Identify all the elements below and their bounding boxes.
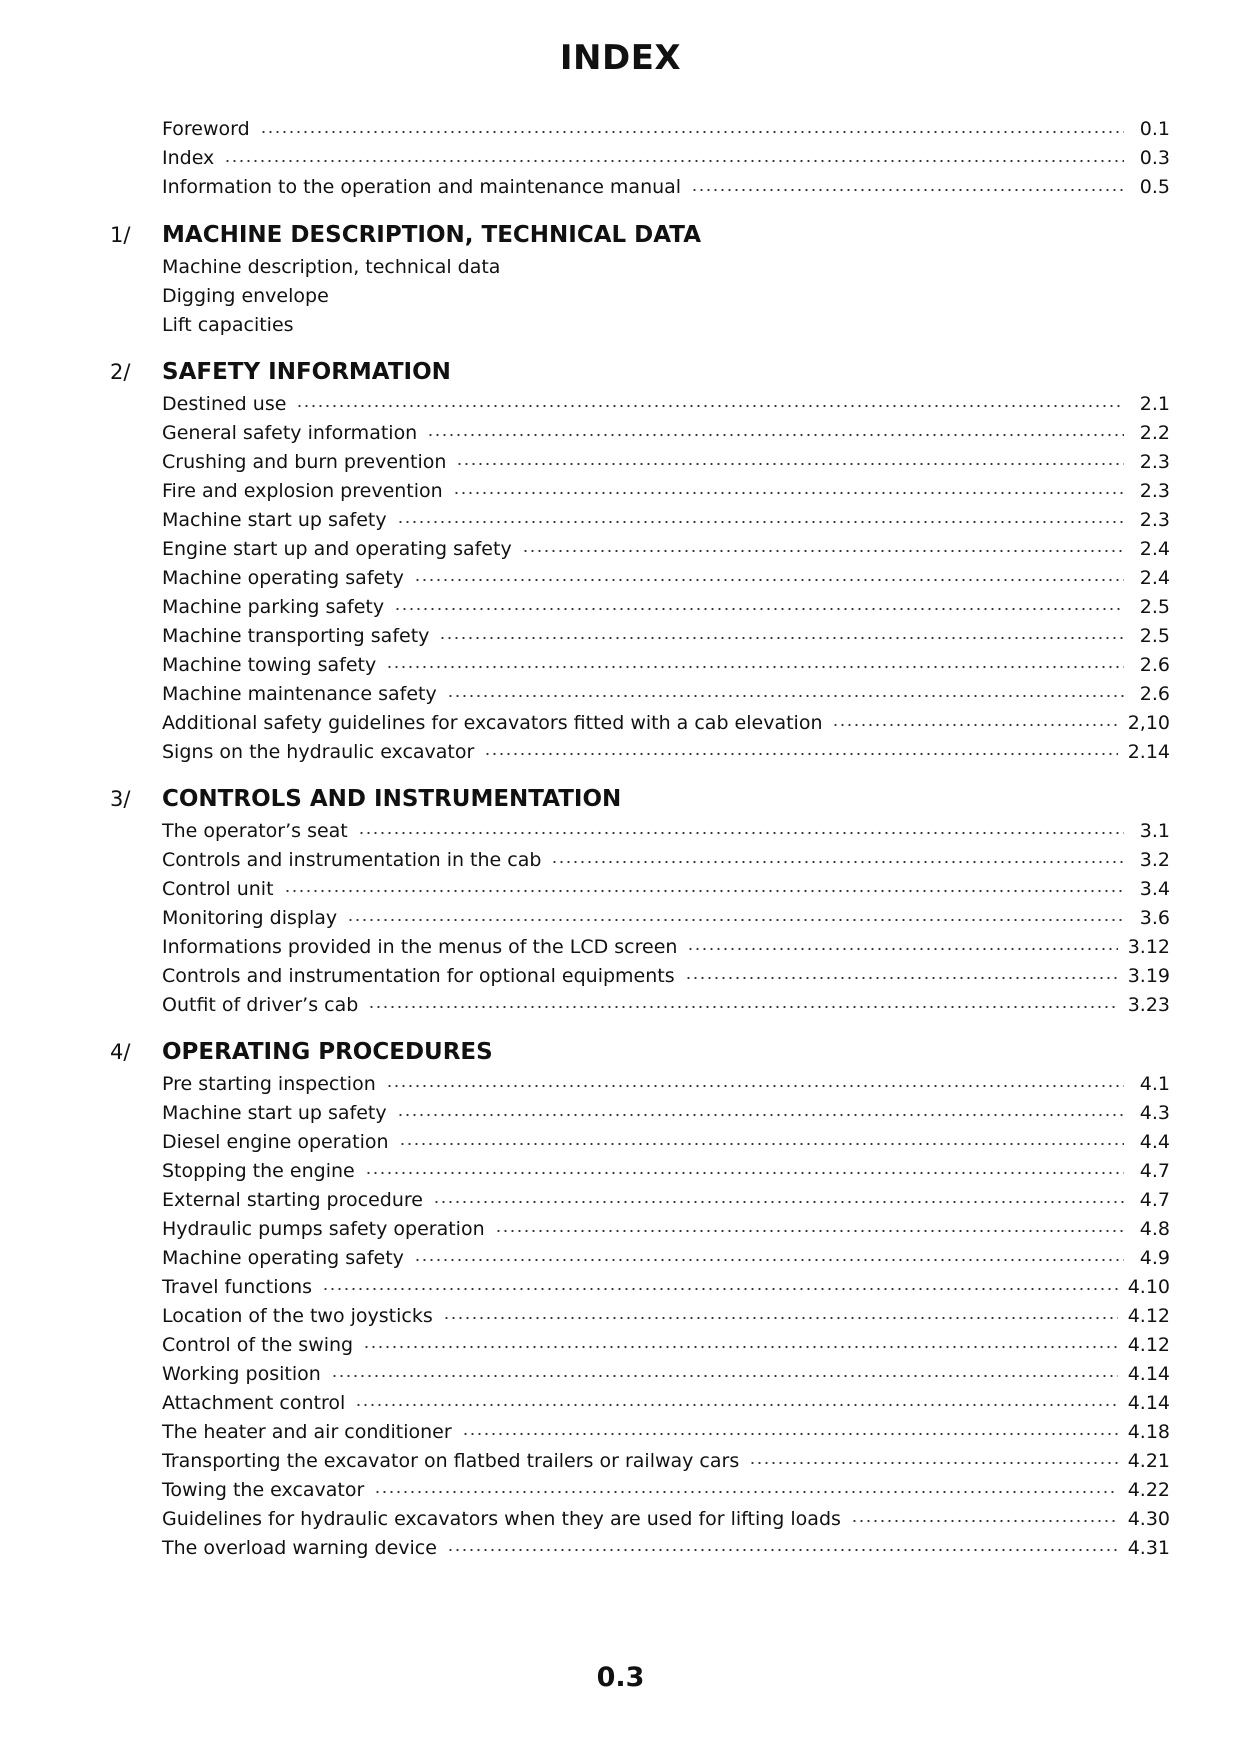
entry-title: Index	[162, 147, 215, 170]
entry-title: Transporting the excavator on flatbed trailers or railway cars	[162, 1449, 740, 1472]
dot-leader	[439, 625, 1124, 642]
entry-title: Machine towing safety	[162, 653, 377, 676]
entry-title: Monitoring display	[162, 906, 338, 929]
section-heading	[110, 359, 1170, 393]
entry-page-number: 2.4	[1139, 566, 1170, 589]
dot-leader	[691, 176, 1124, 193]
entry-page-number: 3.1	[1139, 819, 1170, 842]
dot-leader	[462, 1421, 1118, 1438]
entry-title: External starting procedure	[162, 1188, 423, 1211]
entry-title: Travel functions	[162, 1275, 313, 1298]
dot-leader	[386, 1073, 1124, 1090]
entry-page-number: 4.7	[1139, 1188, 1170, 1211]
dot-leader	[386, 654, 1124, 671]
page-title: INDEX	[559, 38, 682, 78]
index-entry	[162, 712, 1170, 741]
index-entry	[162, 176, 1170, 205]
entry-title: Working position	[162, 1362, 321, 1385]
entry-page-number: 2.5	[1139, 624, 1170, 647]
entry-title: Engine start up and operating safety	[162, 537, 512, 560]
entry-page-number: 4.10	[1127, 1275, 1170, 1298]
dot-leader	[443, 1305, 1118, 1322]
dot-leader	[331, 1363, 1118, 1380]
entry-title: The overload warning device	[162, 1536, 437, 1559]
entry-title: Machine description, technical data	[162, 255, 501, 278]
index-entry	[162, 741, 1170, 770]
dot-leader	[394, 596, 1124, 613]
entry-page-number: 4.7	[1139, 1159, 1170, 1182]
entry-title: Attachment control	[162, 1391, 346, 1414]
entry-page-number: 4.12	[1127, 1333, 1170, 1356]
entry-page-number: 4.14	[1127, 1391, 1170, 1414]
entry-page-number: 4.21	[1127, 1449, 1170, 1472]
entry-title: Machine maintenance safety	[162, 682, 437, 705]
entry-title: Foreword	[162, 118, 250, 141]
dot-leader	[322, 1276, 1118, 1293]
entry-title: The heater and air conditioner	[162, 1420, 452, 1443]
dot-leader	[355, 1392, 1117, 1409]
section-heading	[110, 222, 1170, 256]
index-entry	[162, 936, 1170, 965]
entry-page-number: 4.18	[1127, 1420, 1170, 1443]
dot-leader	[368, 994, 1117, 1011]
dot-leader	[433, 1189, 1124, 1206]
section-title: SAFETY INFORMATION	[162, 358, 451, 385]
index-entry	[162, 1102, 1170, 1131]
entry-title: Machine operating safety	[162, 566, 404, 589]
index-entry	[162, 1479, 1170, 1508]
dot-leader	[453, 480, 1124, 497]
index-entry	[162, 509, 1170, 538]
dot-leader	[363, 1334, 1118, 1351]
entry-page-number: 2.3	[1139, 508, 1170, 531]
entry-title: The operator’s seat	[162, 819, 348, 842]
entry-page-number: 4.22	[1127, 1478, 1170, 1501]
index-entry	[162, 1189, 1170, 1218]
entry-title: Digging envelope	[162, 284, 329, 307]
dot-leader	[495, 1218, 1124, 1235]
index-entry	[162, 1392, 1170, 1421]
dot-leader	[358, 820, 1124, 837]
entry-title: Controls and instrumentation in the cab	[162, 848, 542, 871]
index-entry	[162, 1073, 1170, 1102]
index-entry	[162, 256, 1170, 285]
entry-title: Additional safety guidelines for excavators fitted with a cab elevation	[162, 711, 823, 734]
entry-page-number: 0.3	[1139, 147, 1170, 170]
index-entry	[162, 1218, 1170, 1247]
entry-page-number: 3.2	[1139, 848, 1170, 871]
index-entry	[162, 965, 1170, 994]
dot-leader	[456, 451, 1124, 468]
index-entry	[162, 1421, 1170, 1450]
dot-leader	[685, 965, 1118, 982]
index-entry	[162, 285, 1170, 314]
index-entry	[162, 538, 1170, 567]
entry-title: Fire and explosion prevention	[162, 479, 443, 502]
dot-leader	[224, 147, 1124, 164]
entry-page-number: 0.5	[1139, 176, 1170, 199]
dot-leader	[374, 1479, 1117, 1496]
index-entry	[162, 567, 1170, 596]
entry-page-number: 2.6	[1139, 682, 1170, 705]
entry-page-number: 2.14	[1127, 740, 1170, 763]
index-entry	[162, 1508, 1170, 1537]
index-entry	[162, 683, 1170, 712]
section-entries	[162, 1073, 1170, 1566]
dot-leader	[687, 936, 1117, 953]
entry-page-number: 4.30	[1127, 1507, 1170, 1530]
dot-leader	[347, 907, 1124, 924]
entry-page-number: 2,10	[1127, 711, 1170, 734]
section-entries	[162, 820, 1170, 1023]
entry-title: Signs on the hydraulic excavator	[162, 740, 475, 763]
entry-page-number: 2.1	[1139, 392, 1170, 415]
entry-title: Location of the two joysticks	[162, 1304, 433, 1327]
index-entry	[162, 994, 1170, 1023]
index-section	[110, 1039, 1170, 1566]
entry-page-number: 0.1	[1139, 118, 1170, 141]
dot-leader	[365, 1160, 1124, 1177]
section-title: MACHINE DESCRIPTION, TECHNICAL DATA	[162, 221, 701, 248]
entry-title: Guidelines for hydraulic excavators when they are used for lifting loads	[162, 1507, 841, 1530]
entry-title: Machine parking safety	[162, 595, 385, 618]
entry-title: General safety information	[162, 421, 418, 444]
entry-page-number: 4.3	[1139, 1101, 1170, 1124]
index-section	[110, 222, 1170, 343]
entry-title: Machine start up safety	[162, 508, 387, 531]
dot-leader	[551, 849, 1124, 866]
intro-entries	[162, 118, 1170, 206]
entry-title: Information to the operation and maintenance manual	[162, 176, 682, 199]
entry-title: Machine operating safety	[162, 1246, 404, 1269]
index-entry	[162, 1276, 1170, 1305]
entry-title: Machine start up safety	[162, 1101, 387, 1124]
entry-title: Towing the excavator	[162, 1478, 365, 1501]
index-entry	[162, 878, 1170, 907]
index-entry	[162, 451, 1170, 480]
entry-title: Destined use	[162, 392, 287, 415]
entry-page-number: 3.6	[1139, 906, 1170, 929]
entry-title: Informations provided in the menus of the LCD screen	[162, 935, 678, 958]
entry-title: Lift capacities	[162, 313, 294, 336]
entry-page-number: 2.6	[1139, 653, 1170, 676]
index-entry	[162, 393, 1170, 422]
index-entry	[162, 1537, 1170, 1566]
section-title: OPERATING PROCEDURES	[162, 1038, 493, 1065]
footer-page-number: 0.3	[596, 1662, 645, 1693]
index-entry	[162, 1247, 1170, 1276]
section-title: CONTROLS AND INSTRUMENTATION	[162, 785, 622, 812]
index-entry	[162, 314, 1170, 343]
section-entries	[162, 256, 1170, 343]
dot-leader	[414, 1247, 1124, 1264]
dot-leader	[414, 567, 1124, 584]
index-entry	[162, 1305, 1170, 1334]
dot-leader	[749, 1450, 1117, 1467]
index-entry	[162, 625, 1170, 654]
section-number: 3/	[110, 786, 131, 811]
entry-page-number: 3.23	[1127, 993, 1170, 1016]
section-heading	[110, 1039, 1170, 1073]
index-entry	[162, 596, 1170, 625]
index-entry	[162, 907, 1170, 936]
index-entry	[162, 480, 1170, 509]
entry-page-number: 4.4	[1139, 1130, 1170, 1153]
dot-leader	[447, 683, 1124, 700]
entry-page-number: 4.12	[1127, 1304, 1170, 1327]
dot-leader	[296, 393, 1124, 410]
entry-page-number: 2.5	[1139, 595, 1170, 618]
entry-title: Crushing and burn prevention	[162, 450, 447, 473]
entry-page-number: 2.3	[1139, 450, 1170, 473]
index-entry	[162, 820, 1170, 849]
dot-leader	[832, 712, 1117, 729]
section-number: 2/	[110, 359, 131, 384]
entry-page-number: 3.12	[1127, 935, 1170, 958]
section-heading	[110, 786, 1170, 820]
entry-title: Stopping the engine	[162, 1159, 355, 1182]
dot-leader	[427, 422, 1124, 439]
dot-leader	[484, 741, 1117, 758]
index-section	[110, 359, 1170, 770]
dot-leader	[260, 118, 1124, 135]
entry-page-number: 4.9	[1139, 1246, 1170, 1269]
index-entry	[162, 1450, 1170, 1479]
entry-page-number: 4.8	[1139, 1217, 1170, 1240]
index-entry	[162, 1334, 1170, 1363]
section-number: 4/	[110, 1039, 131, 1064]
index-entry	[162, 422, 1170, 451]
index-section	[110, 786, 1170, 1023]
entry-page-number: 4.14	[1127, 1362, 1170, 1385]
dot-leader	[522, 538, 1124, 555]
dot-leader	[284, 878, 1124, 895]
entry-page-number: 4.31	[1127, 1536, 1170, 1559]
entry-title: Hydraulic pumps safety operation	[162, 1217, 485, 1240]
index-entry	[162, 1363, 1170, 1392]
index-entry	[162, 1160, 1170, 1189]
entry-page-number: 4.1	[1139, 1072, 1170, 1095]
dot-leader	[851, 1508, 1118, 1525]
entry-title: Diesel engine operation	[162, 1130, 389, 1153]
dot-leader	[397, 509, 1124, 526]
index-entry	[162, 118, 1170, 147]
index-entry	[162, 849, 1170, 878]
dot-leader	[397, 1102, 1124, 1119]
section-entries	[162, 393, 1170, 770]
entry-title: Outfit of driver’s cab	[162, 993, 359, 1016]
entry-title: Control of the swing	[162, 1333, 354, 1356]
dot-leader	[447, 1537, 1118, 1554]
entry-page-number: 2.3	[1139, 479, 1170, 502]
index-entry	[162, 147, 1170, 176]
section-number: 1/	[110, 222, 131, 247]
entry-title: Machine transporting safety	[162, 624, 430, 647]
entry-page-number: 3.4	[1139, 877, 1170, 900]
index-content	[110, 118, 1170, 1566]
dot-leader	[399, 1131, 1124, 1148]
sections-container	[110, 222, 1170, 1566]
index-entry	[162, 654, 1170, 683]
entry-page-number: 2.2	[1139, 421, 1170, 444]
entry-page-number: 2.4	[1139, 537, 1170, 560]
entry-title: Control unit	[162, 877, 274, 900]
entry-page-number: 3.19	[1127, 964, 1170, 987]
entry-title: Controls and instrumentation for optional equipments	[162, 964, 675, 987]
entry-title: Pre starting inspection	[162, 1072, 376, 1095]
index-entry	[162, 1131, 1170, 1160]
